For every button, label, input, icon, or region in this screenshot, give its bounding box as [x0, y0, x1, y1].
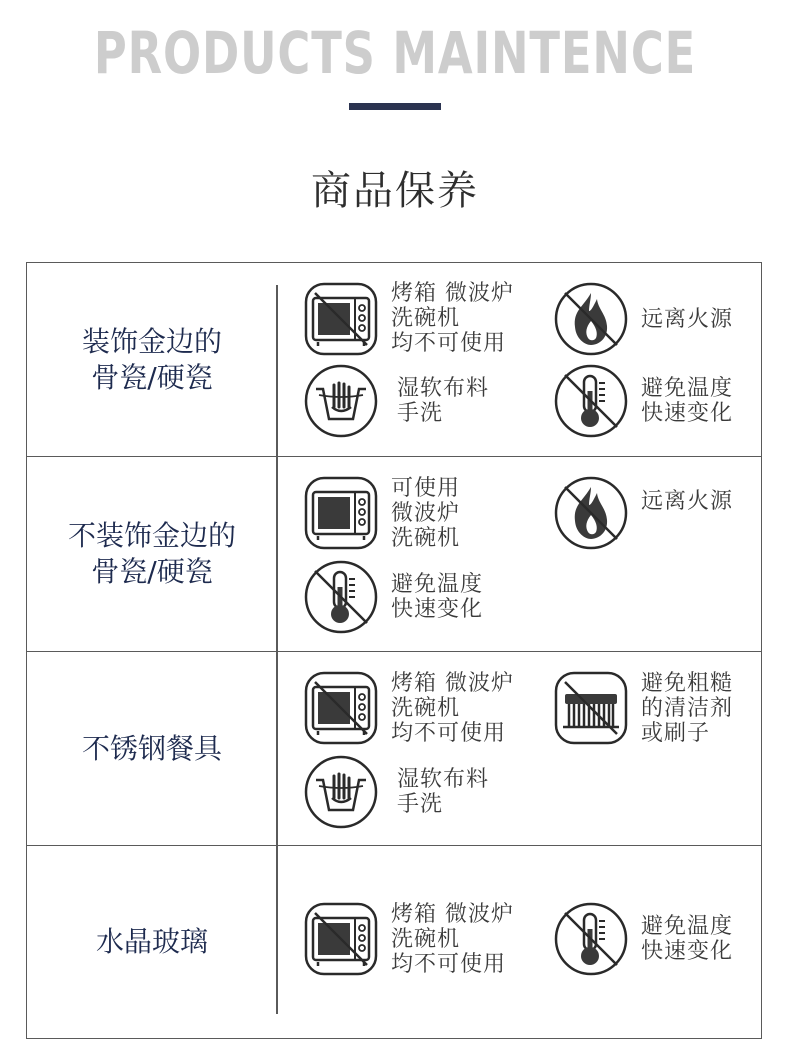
row-divider — [276, 285, 278, 457]
care-text: 避免温度 快速变化 — [391, 572, 484, 622]
brush-prohibited-icon — [553, 670, 629, 746]
care-item — [553, 901, 733, 977]
care-item — [303, 559, 483, 635]
care-text: 湿软布料 手洗 — [397, 767, 490, 817]
microwave-icon — [303, 475, 379, 551]
table-row — [27, 457, 761, 652]
hand-wash-icon — [303, 363, 379, 439]
care-item — [553, 363, 733, 439]
care-text: 远离火源 — [641, 306, 734, 332]
care-text: 烤箱 微波炉 洗碗机 均不可使用 — [391, 670, 514, 746]
care-item — [303, 363, 489, 439]
maintenance-table — [26, 262, 762, 1039]
chinese-title: 商品保养 — [311, 168, 479, 214]
table-row — [27, 846, 761, 1038]
row-label: 不装饰金边的 骨瓷/硬瓷 — [67, 519, 236, 588]
hand-wash-icon — [303, 754, 379, 830]
row-divider — [276, 846, 278, 1014]
title-underline-bar — [349, 103, 441, 110]
care-item — [303, 281, 514, 357]
row-label: 不锈钢餐具 — [81, 731, 222, 765]
care-text: 远离火源 — [641, 488, 734, 514]
care-item — [303, 670, 514, 746]
care-item — [303, 901, 514, 977]
microwave-prohibited-icon — [303, 901, 379, 977]
fire-prohibited-icon — [553, 475, 629, 551]
care-text: 避免温度 快速变化 — [641, 376, 734, 426]
table-row — [27, 652, 761, 846]
care-item — [303, 475, 460, 551]
care-text: 可使用 微波炉 洗碗机 — [391, 475, 461, 551]
microwave-prohibited-icon — [303, 281, 379, 357]
thermometer-prohibited-icon — [553, 901, 629, 977]
care-item — [553, 475, 733, 551]
care-text: 湿软布料 手洗 — [397, 376, 490, 426]
row-divider — [276, 457, 278, 652]
fire-prohibited-icon — [553, 281, 629, 357]
care-text: 避免粗糙 的清洁剂 或刷子 — [641, 670, 734, 746]
row-divider — [276, 652, 278, 846]
table-row — [27, 263, 761, 457]
care-text: 烤箱 微波炉 洗碗机 均不可使用 — [391, 901, 514, 977]
care-text: 烤箱 微波炉 洗碗机 均不可使用 — [391, 280, 514, 356]
thermometer-prohibited-icon — [553, 363, 629, 439]
row-label: 装饰金边的 骨瓷/硬瓷 — [81, 324, 222, 394]
row-label: 水晶玻璃 — [95, 925, 208, 958]
care-item — [303, 754, 489, 830]
microwave-prohibited-icon — [303, 670, 379, 746]
english-title: PRODUCTS MAINTENCE — [93, 19, 697, 87]
care-item — [553, 670, 733, 746]
care-text: 避免温度 快速变化 — [641, 914, 734, 964]
care-item — [553, 281, 733, 357]
thermometer-prohibited-icon — [303, 559, 379, 635]
